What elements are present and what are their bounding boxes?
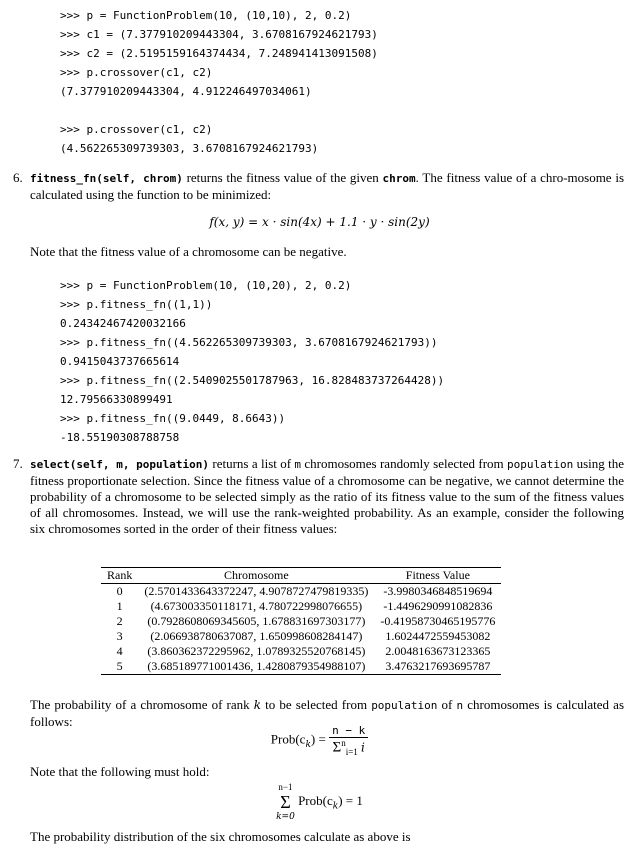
- code-line: -18.55190308788758: [60, 431, 180, 444]
- item-6: 6. fitness_fn(self, chrom) returns the fitness value of the given chrom. The fitness value of a chro-mosome is calculated using the function to be minimized:: [13, 170, 624, 202]
- param-chrom: chrom: [382, 172, 416, 185]
- table-row: [101, 659, 501, 675]
- table-row: [101, 614, 501, 629]
- fitness-cell: 3.4763217693695787: [374, 659, 501, 675]
- fitness-cell: 1.6024472559453082: [385, 629, 491, 643]
- code-line: >>> p.fitness_fn((4.562265309739303, 3.6708167924621793)): [60, 336, 438, 349]
- code-line: >>> c2 = (2.5195159164374434, 7.248941413091508): [60, 47, 378, 60]
- item-number: 6.: [13, 170, 23, 185]
- rank-table: [101, 567, 501, 675]
- table-row: [101, 584, 501, 600]
- code-line: >>> p = FunctionProblem(10, (10,20), 2, 0.2): [60, 279, 352, 292]
- rank-cell: 3: [116, 629, 123, 643]
- code-line: >>> p = FunctionProblem(10, (10,10), 2, 0.2): [60, 9, 352, 22]
- probability-formula: $Prob(c_k)$ = $\frac{n - k}{\Sigma^n_{i=1} i}$: [0, 724, 639, 757]
- code-line: >>> p.fitness_fn((1,1)): [60, 298, 213, 311]
- fitness-cell: 2.0048163673123365: [385, 644, 491, 658]
- fitness-cell: -1.4496290991082836: [383, 599, 493, 613]
- table-row: [101, 629, 501, 644]
- rank-cell: 4: [116, 644, 123, 658]
- header-rank: Rank: [101, 568, 138, 584]
- code-line: >>> p.crossover(c1, c2): [60, 123, 213, 136]
- chromosome-cell: (2.5701433643372247, 4.9078727479819335): [144, 584, 369, 598]
- probability-fraction: $\frac{n - k}{\Sigma^n_{i=1} i}$: [329, 724, 368, 757]
- negative-note: Note that the fitness value of a chromosome can be negative.: [30, 244, 347, 259]
- code-line: 12.79566330899491: [60, 393, 173, 406]
- chromosome-cell: (4.673003350118171, 4.780722998076655): [150, 599, 363, 613]
- code-block-crossover: [60, 6, 378, 158]
- code-line: >>> p.fitness_fn((2.5409025501787963, 16.828483737264428)): [60, 374, 445, 387]
- code-line: [60, 101, 378, 120]
- method-signature: select(self, m, population): [30, 458, 210, 471]
- fitness-cell: -0.41958730465195776: [380, 614, 496, 628]
- chromosome-cell: (3.685189771001436, 1.4280879354988107): [138, 659, 374, 675]
- code-line: (7.377910209443304, 4.912246497034061): [60, 85, 312, 98]
- table-row: [101, 599, 501, 614]
- fitness-cell: -3.9980346848519694: [383, 584, 493, 598]
- sum-formula: n−1 Σ k=0 $Prob(c_k) = 1$: [276, 782, 363, 822]
- header-chromosome: Chromosome: [138, 568, 374, 584]
- chromosome-cell: (3.860362372295962, 1.0789325520768145): [147, 644, 366, 658]
- table-row: [101, 644, 501, 659]
- distribution-intro: The probability distribution of the six chromosomes calculate as above is: [30, 829, 411, 844]
- code-line: (4.562265309739303, 3.6708167924621793): [60, 142, 319, 155]
- rank-cell: 0: [116, 584, 123, 598]
- probability-paragraph: The probability of a chromosome of rank k to be selected from population of n chromosomes is calculated as follows:: [30, 697, 625, 729]
- code-block-fitness: [60, 276, 444, 447]
- chromosome-cell: (0.7928608069345605, 1.678831697303177): [147, 614, 366, 628]
- chromosome-cell: (2.066938780637087, 1.650998608284147): [150, 629, 363, 643]
- code-line: 0.9415043737665614: [60, 355, 180, 368]
- code-line: >>> p.crossover(c1, c2): [60, 66, 213, 79]
- rank-cell: 5: [101, 659, 138, 675]
- header-fitness: Fitness Value: [374, 568, 501, 584]
- hold-note: Note that the following must hold:: [30, 764, 210, 779]
- method-signature: fitness_fn(self, chrom): [30, 172, 183, 185]
- rank-cell: 2: [116, 614, 123, 628]
- code-line: 0.24342467420032166: [60, 317, 186, 330]
- item-number: 7.: [13, 456, 23, 471]
- code-line: >>> c1 = (7.377910209443304, 3.6708167924621793): [60, 28, 378, 41]
- fitness-formula: f(x, y) = x · sin(4x) + 1.1 · y · sin(2y): [209, 215, 430, 229]
- rank-cell: 1: [116, 599, 123, 613]
- code-line: >>> p.fitness_fn((9.0449, 8.6643)): [60, 412, 286, 425]
- item-7: 7. select(self, m, population) returns a list of m chromosomes randomly selected from population using the fitness proportionate selection. Since the fitness value of a chromosome can be negative, we cannot determine the probability of a chromosome to be selected simply as the ratio of its fitness value to the sum of the fitness values of all chromosomes. Instead, we will use the rank-weighted probability. As an example, consider the following six chromosomes sorted in the order of their fitness values:: [13, 456, 625, 536]
